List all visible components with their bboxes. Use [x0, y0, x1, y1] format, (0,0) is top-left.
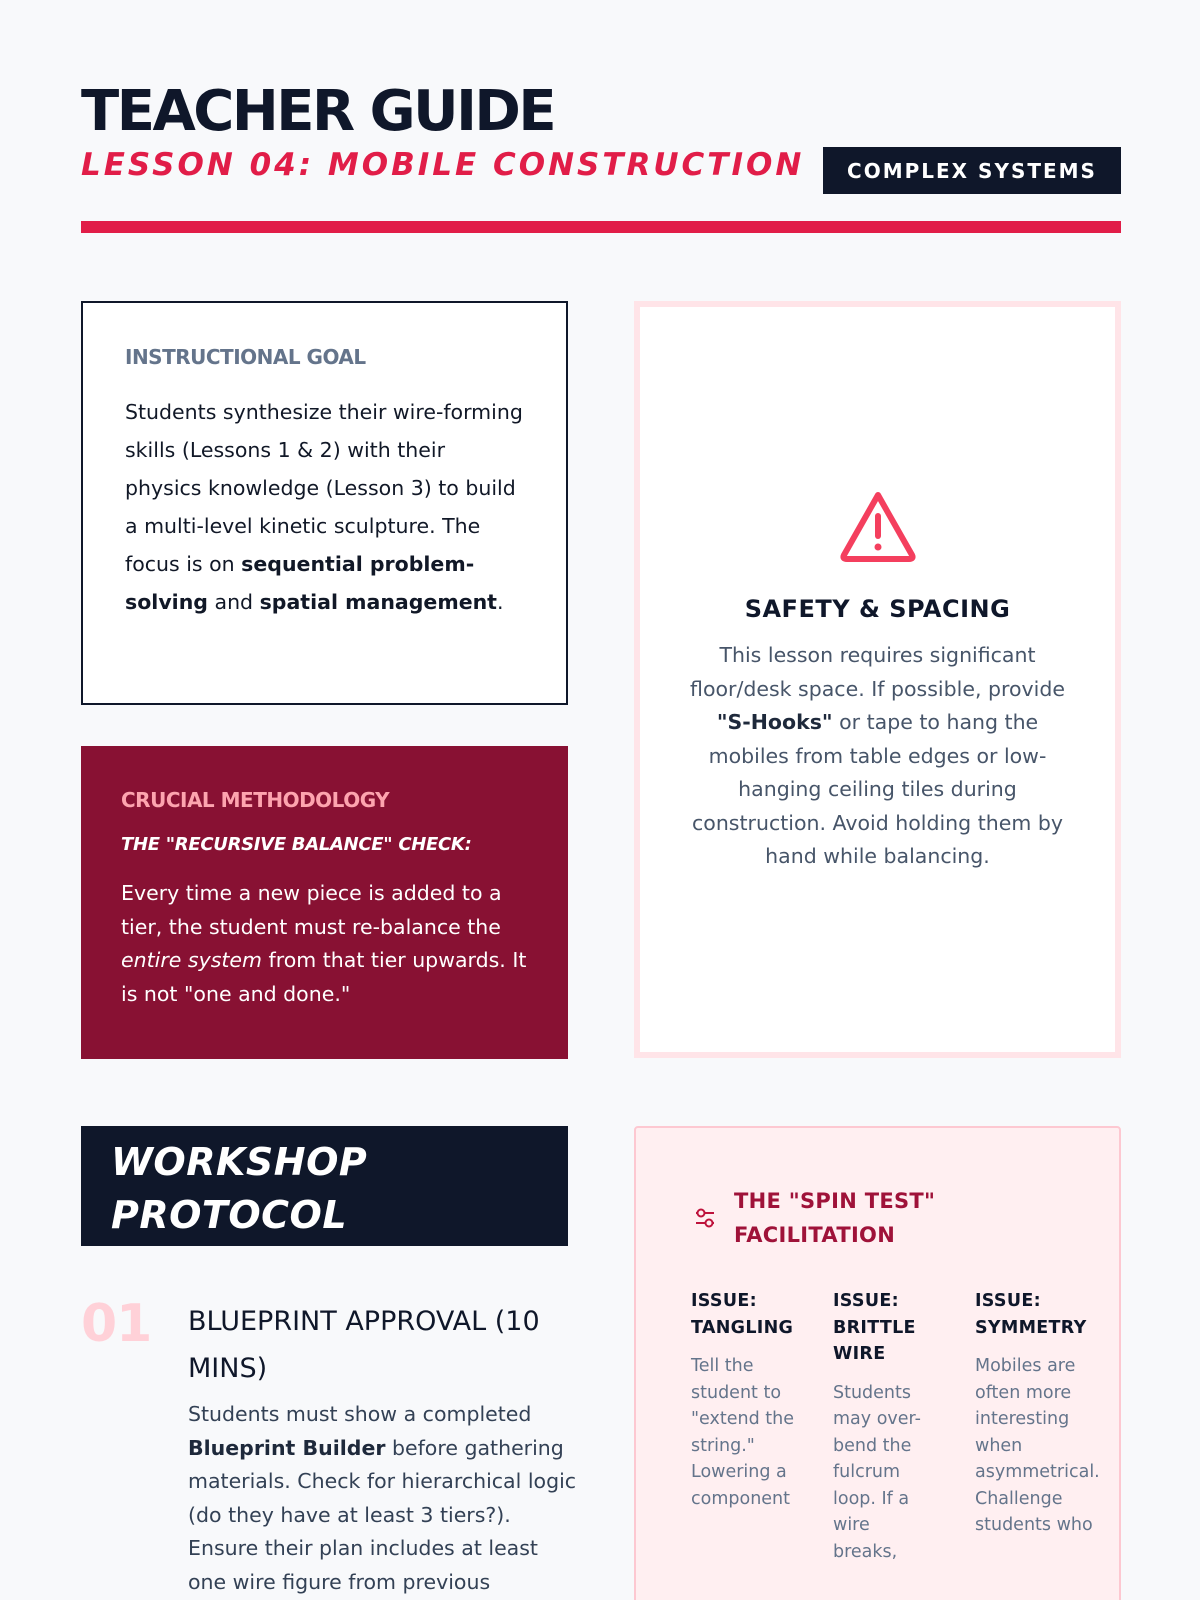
banner-line-1: WORKSHOP: [111, 1140, 368, 1184]
spin-test-title: THE "SPIN TEST" FACILITATION: [734, 1189, 936, 1247]
issue-column: [691, 1288, 799, 1512]
goal-emphasis-1: sequential problem-solving: [125, 552, 475, 614]
methodology-emphasis: entire system: [121, 948, 263, 972]
page-title: TEACHER GUIDE: [81, 79, 555, 144]
warning-triangle-icon: [838, 489, 918, 563]
issue-title: ISSUE: TANGLING: [691, 1291, 794, 1338]
step-title: BLUEPRINT APPROVAL (10 MINS): [188, 1306, 540, 1384]
goal-heading: INSTRUCTIONAL GOAL: [125, 345, 366, 369]
spin-test-header: [692, 1184, 964, 1252]
workshop-protocol-banner: [81, 1126, 568, 1246]
issue-column: [975, 1288, 1103, 1539]
safety-text: This lesson requires significant floor/desk space. If possible, provide "S-Hooks" or tape to hang the mobiles from table edges or low-hanging ceiling tiles during construction. Avoid holding them by hand while balancing.: [690, 643, 1065, 868]
lesson-subtitle: LESSON 04: MOBILE CONSTRUCTION: [81, 147, 805, 183]
step-emphasis: Blueprint Builder: [188, 1435, 386, 1460]
methodology-card: [81, 746, 568, 1059]
methodology-text: Every time a new piece is added to a tier, the student must re-balance the entire system from that tier upwards. It is not "one and done.": [121, 881, 527, 1006]
teacher-guide-page: [81, 0, 1121, 1600]
header-divider: [81, 221, 1121, 233]
step-text: Students must show a completed Blueprint Builder before gathering materials. Check for hierarchical logic (do they have at least 3 tiers?). Ensure their plan includes at least one wire figure from previous: [188, 1402, 577, 1594]
step-number: 01: [81, 1294, 152, 1354]
issue-text: Students may over-bend the fulcrum loop. If a wire breaks,: [833, 1382, 921, 1562]
methodology-subheading: THE "RECURSIVE BALANCE" CHECK:: [121, 834, 472, 855]
instructional-goal-card: [81, 301, 568, 705]
issue-title: ISSUE: BRITTLE WIRE: [833, 1291, 916, 1364]
spin-test-card: [634, 1126, 1121, 1600]
issue-title: ISSUE: SYMMETRY: [975, 1291, 1087, 1338]
goal-text: Students synthesize their wire-forming skills (Lessons 1 & 2) with their physics knowledge (Lesson 3) to build a multi-level kinetic sculpture. The focus is on sequential problem-solving and spatial management.: [125, 400, 523, 614]
safety-title: SAFETY & SPACING: [744, 595, 1011, 623]
issue-text: Tell the student to "extend the string." Lowering a component: [691, 1356, 794, 1509]
methodology-heading: CRUCIAL METHODOLOGY: [121, 788, 390, 812]
banner-line-2: PROTOCOL: [111, 1193, 348, 1237]
goal-emphasis-2: spatial management: [259, 590, 497, 614]
category-badge: COMPLEX SYSTEMS: [823, 147, 1121, 194]
issue-column: [833, 1288, 943, 1565]
issue-text: Mobiles are often more interesting when asymmetrical. Challenge students who: [975, 1356, 1100, 1535]
sliders-icon: [692, 1205, 718, 1231]
safety-card: [634, 301, 1121, 1058]
safety-emphasis: "S-Hooks": [716, 710, 833, 734]
